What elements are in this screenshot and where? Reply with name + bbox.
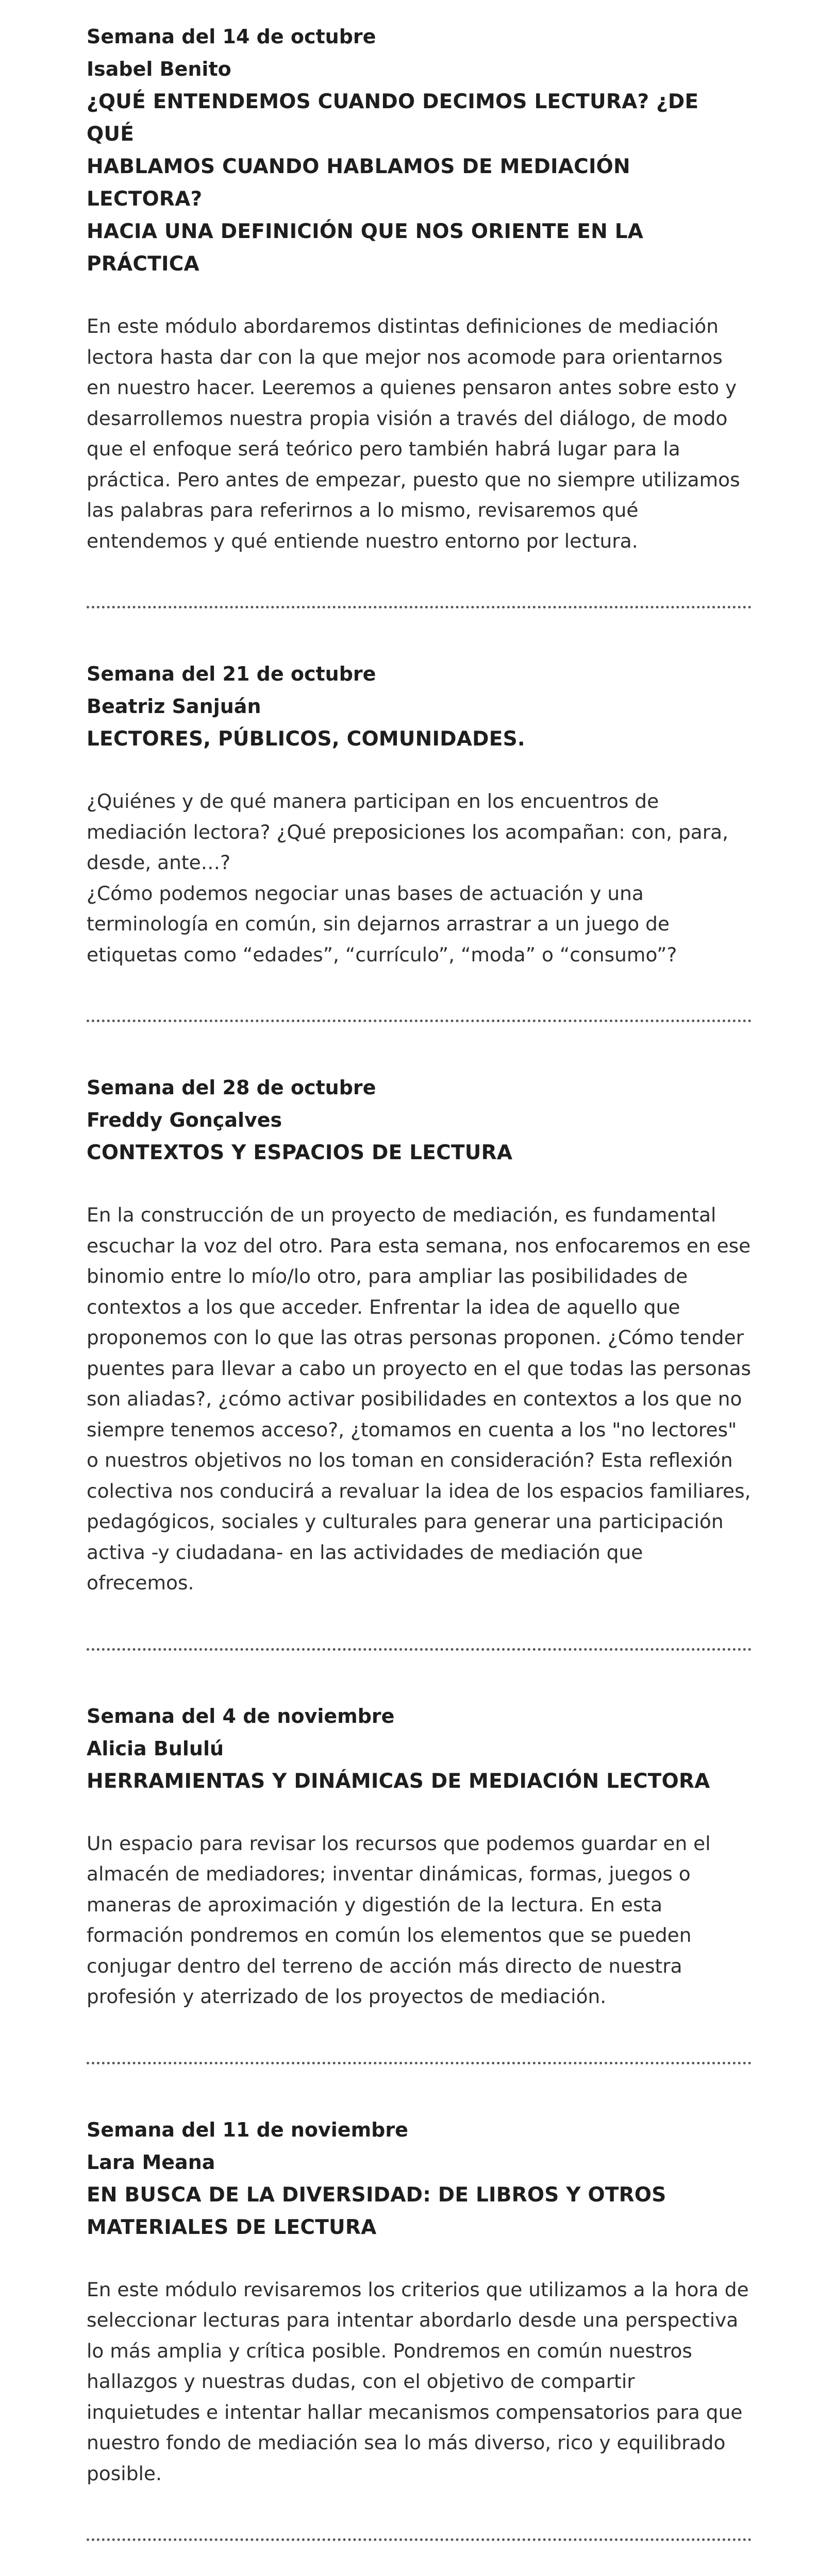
description-paragraph: En la construcción de un proyecto de mediación, es fundamental escuchar la voz del otro. Para esta semana, nos enfocaremos en ese binomio entre lo mío/lo otro, para ampliar las posibilidades de contextos a los que acceder. Enfrentar la idea de aquello que proponemos con lo que las otras personas proponen. ¿Cómo tender puentes para llevar a cabo un proyecto en el que todas las personas son aliadas?, ¿cómo activar posibilidades en contextos a los que no siempre tenemos acceso?, ¿tomamos en cuenta a los "no lectores" o nuestros objetivos no los toman en consideración? Esta reflexión colectiva nos conducirá a revaluar la idea de los espacios familiares, pedagógicos, sociales y culturales para generar una participación activa -y ciudadana- en las actividades de mediación que ofrecemos. bbox=[87, 1204, 752, 1594]
module-section-4 bbox=[87, 1700, 752, 2012]
week-heading: Semana del 21 de octubre bbox=[87, 663, 376, 685]
description-paragraph: ¿Quiénes y de qué manera participan en los encuentros de mediación lectora? ¿Qué preposiciones los acompañan: con, para, desde, ante…? ¿Cómo podemos negociar unas bases de actuación y una terminología en común, sin dejarnos arrastrar a un juego de etiquetas como “edades”, “currículo”, “moda” o “consumo”? bbox=[87, 790, 729, 966]
module-title-line: CONTEXTOS Y ESPACIOS DE LECTURA bbox=[87, 1141, 513, 1164]
module-section-5 bbox=[87, 2114, 752, 2489]
week-heading: Semana del 28 de octubre bbox=[87, 1076, 376, 1099]
module-title-line: ¿QUÉ ENTENDEMOS CUANDO DECIMOS LECTURA? ¿DE QUÉ bbox=[87, 90, 699, 146]
dotted-divider bbox=[87, 1648, 752, 1651]
module-description bbox=[87, 1828, 752, 2012]
module-title-line: HABLAMOS CUANDO HABLAMOS DE MEDIACIÓN LECTORA? bbox=[87, 155, 630, 211]
description-paragraph: Un espacio para revisar los recursos que podemos guardar en el almacén de mediadores; inventar dinámicas, formas, juegos o maneras de aproximación y digestión de la lectura. En esta formación pondremos en común los elementos que se pueden conjugar dentro del terreno de acción más directo de nuestra profesión y aterrizado de los proyectos de mediación. bbox=[87, 1832, 711, 2008]
author-name: Alicia Bululú bbox=[87, 1737, 224, 1760]
module-section-1 bbox=[87, 21, 752, 556]
module-description bbox=[87, 2275, 752, 2489]
description-paragraph: En este módulo abordaremos distintas definiciones de mediación lectora hasta dar con la que mejor nos acomode para orientarnos en nuestro hacer. Leeremos a quienes pensaron antes sobre esto y desarrollemos nuestra propia visión a través del diálogo, de modo que el enfoque será teórico pero también habrá lugar para la práctica. Pero antes de empezar, puesto que no siempre utilizamos las palabras para referirnos a lo mismo, revisaremos qué entendemos y qué entiende nuestro entorno por lectura. bbox=[87, 315, 740, 552]
author-name: Beatriz Sanjuán bbox=[87, 695, 261, 718]
module-title-line: HACIA UNA DEFINICIÓN QUE NOS ORIENTE EN LA PRÁCTICA bbox=[87, 220, 644, 276]
author-name: Isabel Benito bbox=[87, 58, 231, 80]
dotted-divider bbox=[87, 2062, 752, 2064]
module-title-line: LECTORES, PÚBLICOS, COMUNIDADES. bbox=[87, 727, 525, 751]
dotted-divider bbox=[87, 606, 752, 608]
week-heading: Semana del 14 de octubre bbox=[87, 25, 376, 48]
author-name: Freddy Gonçalves bbox=[87, 1109, 282, 1131]
week-heading: Semana del 11 de noviembre bbox=[87, 2118, 408, 2141]
module-description bbox=[87, 786, 752, 970]
dotted-divider bbox=[87, 2538, 752, 2541]
description-paragraph: En este módulo revisaremos los criterios que utilizamos a la hora de seleccionar lecturas para intentar abordarlo desde una perspectiva lo más amplia y crítica posible. Pondremos en común nuestros hallazgos y nuestras dudas, con el objetivo de compartir inquietudes e intentar hallar mecanismos compensatorios para que nuestro fondo de mediación sea lo más diverso, rico y equilibrado posible. bbox=[87, 2278, 749, 2485]
module-section-3 bbox=[87, 1072, 752, 1599]
module-description bbox=[87, 311, 752, 556]
author-name: Lara Meana bbox=[87, 2150, 215, 2174]
module-title-line: HERRAMIENTAS Y DINÁMICAS DE MEDIACIÓN LECTORA bbox=[87, 1769, 710, 1793]
module-title-line: MATERIALES DE LECTURA bbox=[87, 2215, 377, 2239]
module-title-line: EN BUSCA DE LA DIVERSIDAD: DE LIBROS Y OTROS bbox=[87, 2183, 666, 2207]
module-description bbox=[87, 1200, 752, 1599]
dotted-divider bbox=[87, 1020, 752, 1022]
module-section-2 bbox=[87, 658, 752, 970]
week-heading: Semana del 4 de noviembre bbox=[87, 1704, 395, 1727]
